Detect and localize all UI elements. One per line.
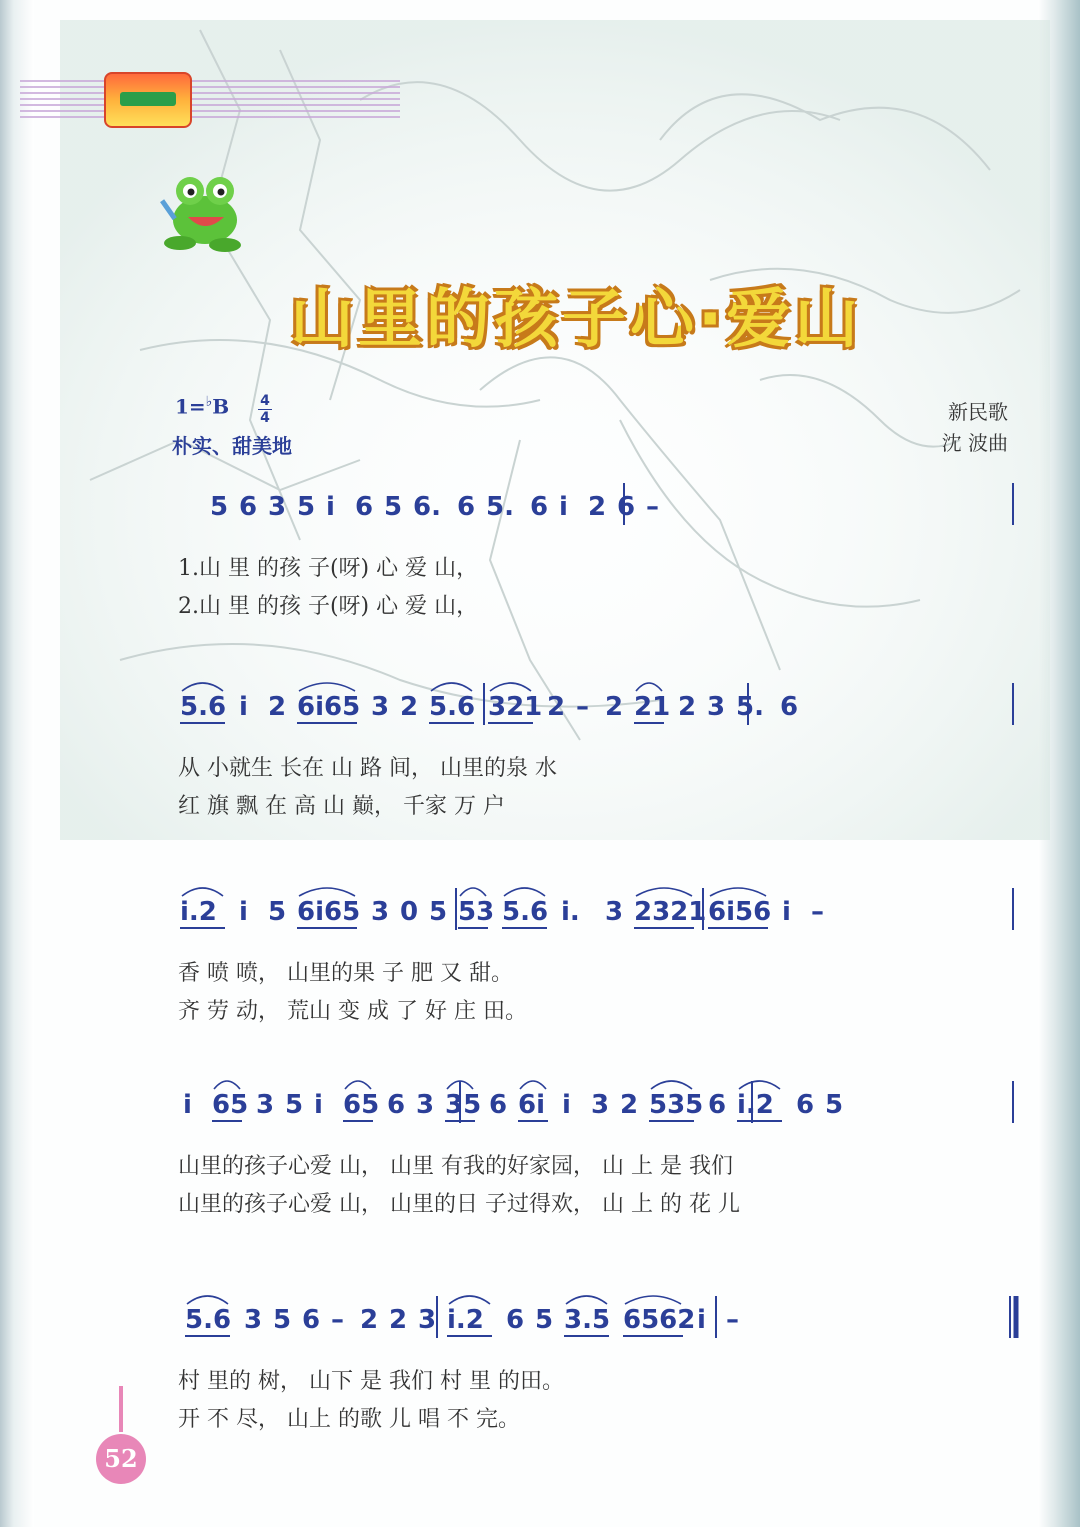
jianpu-note: 2 xyxy=(360,1305,379,1335)
jianpu-note: 3 xyxy=(605,897,624,927)
jianpu-note: 2 xyxy=(268,692,287,722)
jianpu-note: 3 xyxy=(707,692,726,722)
jianpu-note: 2 xyxy=(605,692,624,722)
jianpu-note: 2 xyxy=(547,692,566,722)
jianpu-note: i.2 xyxy=(447,1305,484,1335)
jianpu-note: 2321 xyxy=(634,897,707,927)
slur-arc xyxy=(566,1296,607,1304)
slur-arc xyxy=(504,888,545,896)
jianpu-note: 3 xyxy=(256,1090,275,1120)
jianpu-note: 6 xyxy=(617,492,636,522)
jianpu-note: 6i65 xyxy=(297,692,361,722)
jianpu-note: 2 xyxy=(678,692,697,722)
jianpu-note: 6i65 xyxy=(297,897,361,927)
jianpu-note: i xyxy=(239,692,248,722)
jianpu-note: i.2 xyxy=(180,897,217,927)
jianpu-note: 3 xyxy=(416,1090,435,1120)
slur-arc xyxy=(636,888,692,896)
slur-arc xyxy=(214,1081,240,1089)
jianpu-note: 6 xyxy=(387,1090,406,1120)
jianpu-note: 65 xyxy=(343,1090,380,1120)
slur-arc xyxy=(431,683,472,691)
jianpu-note: 3 xyxy=(591,1090,610,1120)
song-source: 新民歌 xyxy=(948,400,1008,424)
jianpu-note: 5.6 xyxy=(502,897,549,927)
lyric-verse-2: 山里的孩子心爱 山， 山里的日 子过得欢， 山 上 的 花 儿 xyxy=(178,1192,740,1217)
slur-arc xyxy=(182,888,223,896)
jianpu-note: 535 xyxy=(649,1090,704,1120)
jianpu-note: 5 xyxy=(384,492,403,522)
jianpu-note: i xyxy=(314,1090,323,1120)
lyric-verse-1: 山里的孩子心爱 山， 山里 有我的好家园， 山 上 是 我们 xyxy=(178,1154,733,1179)
lyric-verse-1: 香 喷 喷， 山里的果 子 肥 又 甜。 xyxy=(178,961,513,986)
jianpu-note: 6i56 xyxy=(708,897,772,927)
jianpu-note: 5. xyxy=(486,492,514,522)
slur-arc xyxy=(449,1296,490,1304)
jianpu-note: 5 xyxy=(297,492,316,522)
slur-arc xyxy=(345,1081,371,1089)
jianpu-note: 6 xyxy=(506,1305,525,1335)
jianpu-note: 21 xyxy=(634,692,671,722)
jianpu-note: 6 xyxy=(489,1090,508,1120)
page-number-stem xyxy=(119,1386,123,1432)
jianpu-note: i xyxy=(559,492,568,522)
slur-arc xyxy=(636,683,662,691)
slur-arc xyxy=(460,888,486,896)
jianpu-note: – xyxy=(726,1305,739,1335)
jianpu-note: i.2 xyxy=(737,1090,774,1120)
jianpu-note: 6 xyxy=(457,492,476,522)
jianpu-note: 3.5 xyxy=(564,1305,611,1335)
slur-arc xyxy=(651,1081,692,1089)
lyric-verse-2: 开 不 尽， 山上 的歌 儿 唱 不 完。 xyxy=(178,1407,520,1432)
key-prefix: 1= xyxy=(175,394,206,419)
jianpu-note: i xyxy=(326,492,335,522)
jianpu-note: 5 xyxy=(535,1305,554,1335)
jianpu-note: i. xyxy=(561,897,580,927)
lyric-verse-2: 齐 劳 动， 荒山 变 成 了 好 庄 田。 xyxy=(178,999,527,1024)
jianpu-note: 5 xyxy=(825,1090,844,1120)
slur-arc xyxy=(182,683,223,691)
jianpu-note: 0 xyxy=(400,897,419,927)
jianpu-note: 5.6 xyxy=(429,692,476,722)
jianpu-note: 5 xyxy=(429,897,448,927)
jianpu-note: 5 xyxy=(285,1090,304,1120)
flat-symbol: ♭ xyxy=(205,394,213,410)
lyric-verse-1: 1.山 里 的孩 子(呀) 心 爱 山， xyxy=(178,556,479,581)
slur-arc xyxy=(710,888,766,896)
page-number: 52 xyxy=(96,1434,146,1484)
jianpu-note: 6 xyxy=(796,1090,815,1120)
jianpu-note: i xyxy=(697,1305,706,1335)
jianpu-note: 321 xyxy=(488,692,543,722)
jianpu-note: – xyxy=(811,897,824,927)
slur-arc xyxy=(299,683,355,691)
time-numerator: 4 xyxy=(260,393,270,409)
jianpu-note: i xyxy=(239,897,248,927)
slur-arc xyxy=(187,1296,228,1304)
jianpu-note: 6 xyxy=(355,492,374,522)
jianpu-note: 2 xyxy=(588,492,607,522)
jianpu-note: – xyxy=(576,692,589,722)
jianpu-note: 5 xyxy=(268,897,287,927)
jianpu-note: 3 xyxy=(418,1305,437,1335)
jianpu-note: 5.6 xyxy=(180,692,227,722)
tempo-marking: 朴实、甜美地 xyxy=(172,434,292,458)
jianpu-note: 3 xyxy=(244,1305,263,1335)
jianpu-note: 3 xyxy=(268,492,287,522)
lyric-verse-2: 红 旗 飘 在 高 山 巅， 千家 万 户 xyxy=(178,794,505,819)
time-denominator: 4 xyxy=(260,410,270,426)
jianpu-note: 6 xyxy=(239,492,258,522)
jianpu-note: 5.6 xyxy=(185,1305,232,1335)
jianpu-note: 6 xyxy=(530,492,549,522)
jianpu-note: i xyxy=(562,1090,571,1120)
jianpu-note: 6 xyxy=(302,1305,321,1335)
jianpu-note: 5. xyxy=(736,692,764,722)
slur-arc xyxy=(739,1081,780,1089)
jianpu-note: 35 xyxy=(445,1090,482,1120)
jianpu-note: – xyxy=(331,1305,344,1335)
jianpu-note: 65 xyxy=(212,1090,249,1120)
slur-arc xyxy=(625,1296,681,1304)
jianpu-note: 3 xyxy=(371,692,390,722)
slur-arc xyxy=(299,888,355,896)
key-note: B xyxy=(212,394,230,419)
slur-arc xyxy=(520,1081,546,1089)
jianpu-note: 53 xyxy=(458,897,495,927)
jianpu-note: 6 xyxy=(708,1090,727,1120)
jianpu-note: 2 xyxy=(389,1305,408,1335)
song-title: 山里的孩子心·爱山 xyxy=(290,283,863,357)
jianpu-note: – xyxy=(646,492,659,522)
jianpu-note: 5 xyxy=(210,492,229,522)
jianpu-note: 6562 xyxy=(623,1305,696,1335)
jianpu-note: 3 xyxy=(371,897,390,927)
jianpu-note: i xyxy=(183,1090,192,1120)
song-composer: 沈 波曲 xyxy=(941,431,1008,455)
jianpu-note: i xyxy=(782,897,791,927)
jianpu-note: 2 xyxy=(620,1090,639,1120)
jianpu-note: 5 xyxy=(273,1305,292,1335)
jianpu-note: 6 xyxy=(780,692,799,722)
lyric-verse-1: 村 里的 树， 山下 是 我们 村 里 的田。 xyxy=(178,1369,564,1394)
jianpu-note: 6. xyxy=(413,492,441,522)
jianpu-note: 2 xyxy=(400,692,419,722)
lyric-verse-2: 2.山 里 的孩 子(呀) 心 爱 山， xyxy=(178,594,479,619)
jianpu-note: 6i xyxy=(518,1090,546,1120)
lyric-verse-1: 从 小就生 长在 山 路 间， 山里的泉 水 xyxy=(178,756,557,781)
slur-arc xyxy=(490,683,531,691)
